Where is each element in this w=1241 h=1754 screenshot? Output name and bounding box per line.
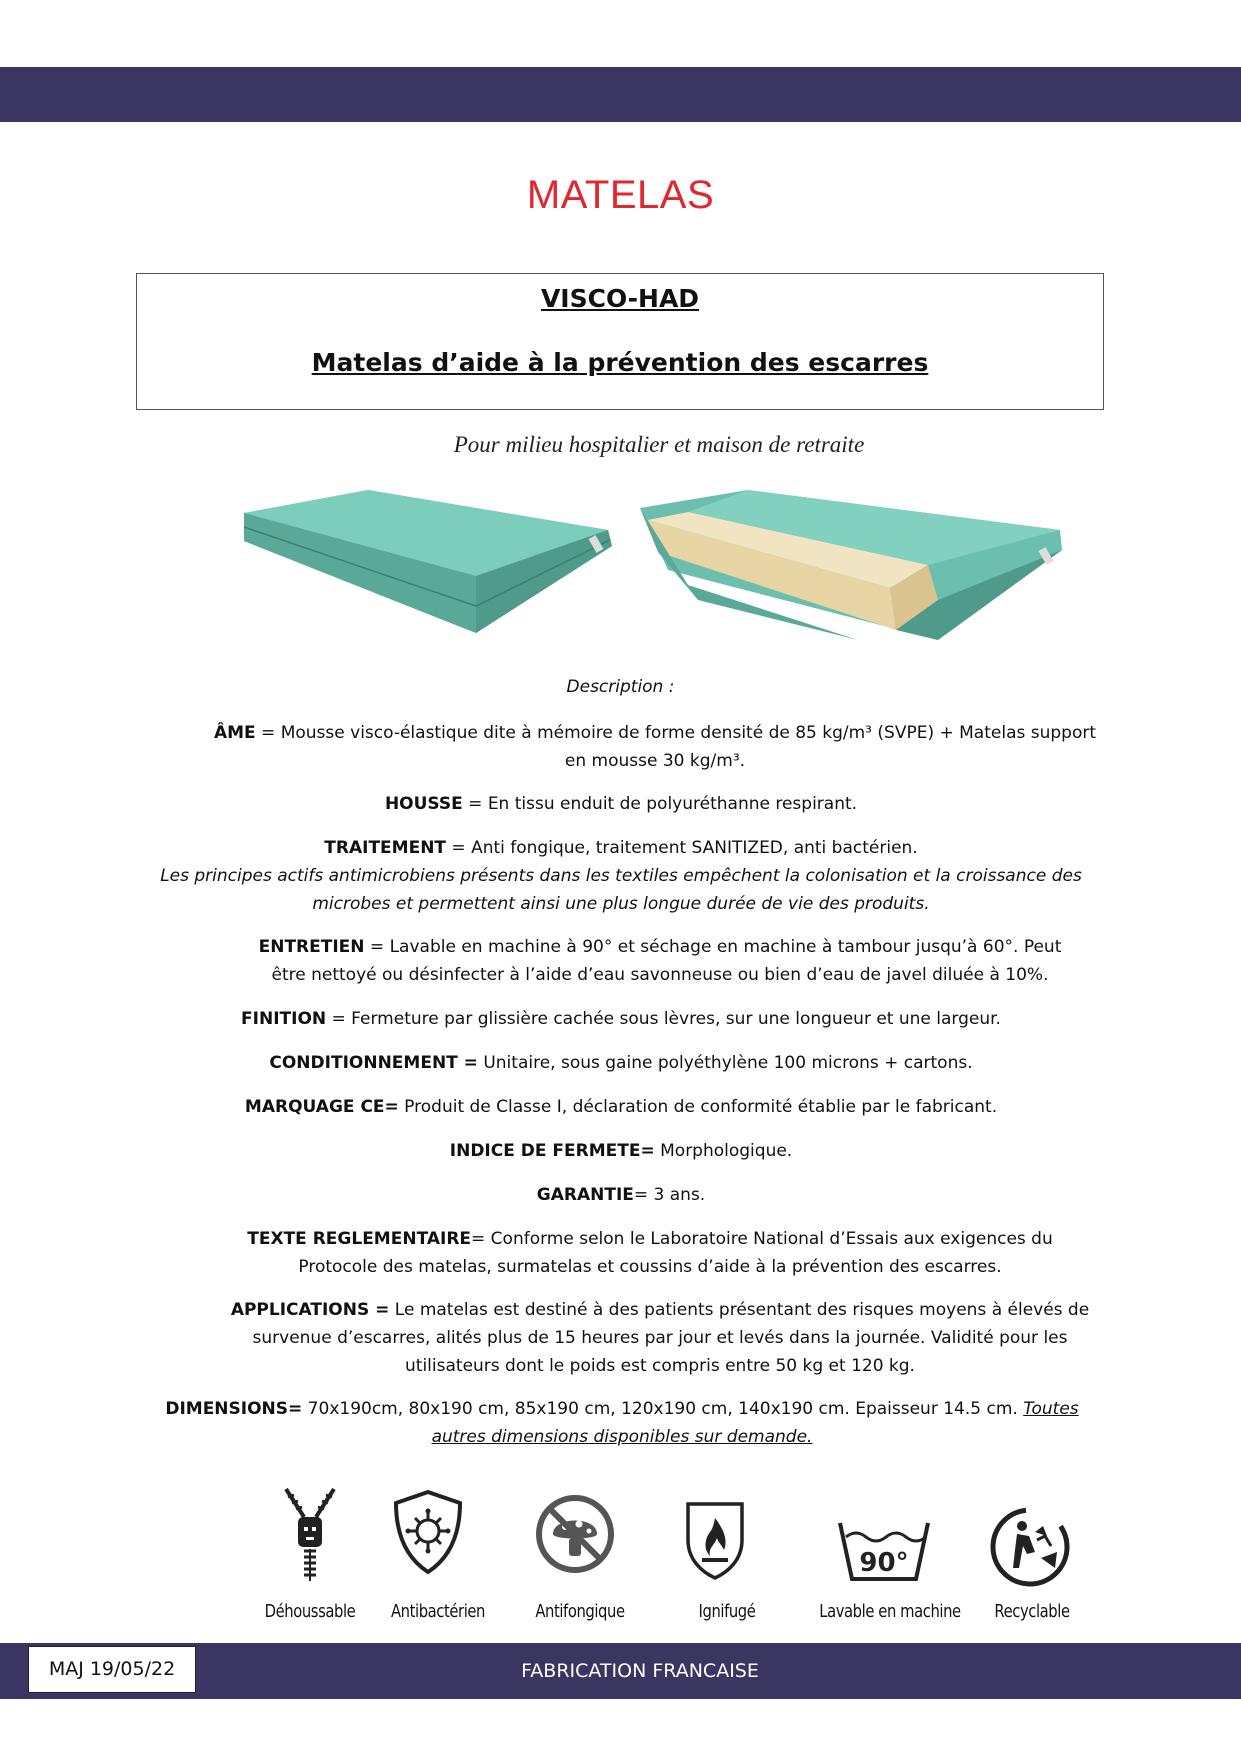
spec-indice xyxy=(150,1137,1092,1165)
update-date-box: MAJ 19/05/22 xyxy=(28,1646,196,1693)
spec-text: = 3 ans. xyxy=(633,1185,706,1205)
spec-text: = En tissu enduit de polyuréthanne respirant. xyxy=(462,794,858,814)
spec-text: Unitaire, sous gaine polyéthylène 100 microns + cartons. xyxy=(477,1053,973,1073)
spec-label: FINITION xyxy=(241,1009,327,1029)
spec-traitement xyxy=(150,834,1092,918)
spec-text: Produit de Classe I, déclaration de conformité établie par le fabricant. xyxy=(398,1097,998,1117)
wash-temperature: 90° xyxy=(859,1548,909,1578)
spec-label: MARQUAGE CE= xyxy=(244,1097,399,1117)
spec-label: ÂME xyxy=(213,723,256,743)
wash-90-icon xyxy=(836,1519,932,1583)
spec-text: = Fermeture par glissière cachée sous lèvres, sur une longueur et une largeur. xyxy=(326,1009,1001,1029)
flame-shield-icon xyxy=(684,1500,746,1580)
spec-label: TRAITEMENT xyxy=(324,838,447,858)
product-title-box xyxy=(136,273,1104,410)
mattress-open-image xyxy=(628,490,1064,642)
feature-label-ignifuge: Ignifugé xyxy=(698,1601,756,1622)
feature-label-dehoussable: Déhoussable xyxy=(264,1601,356,1622)
spec-label: CONDITIONNEMENT = xyxy=(269,1053,478,1073)
product-name: VISCO-HAD xyxy=(540,284,700,313)
spec-label: DIMENSIONS= xyxy=(165,1399,303,1419)
spec-garantie xyxy=(150,1181,1092,1209)
spec-label: ENTRETIEN xyxy=(258,937,365,957)
spec-conditionnement xyxy=(150,1049,1092,1077)
product-subtitle: Matelas d’aide à la prévention des escarres xyxy=(311,348,929,377)
zipper-icon xyxy=(278,1487,342,1583)
product-tagline: Pour milieu hospitalier et maison de retraite xyxy=(453,432,865,457)
spec-text: = Lavable en machine à 90° et séchage en machine à tambour jusqu’à 60°. Peut être nettoyé ou désinfecter à l’aide d’eau savonneuse ou bien d’eau de javel diluée à 10%. xyxy=(271,937,1062,985)
spec-texte-reglementaire xyxy=(220,1225,1080,1281)
spec-finition xyxy=(150,1005,1092,1033)
spec-label: INDICE DE FERMETE= xyxy=(449,1141,655,1161)
spec-marquage xyxy=(150,1093,1092,1121)
spec-text: Morphologique. xyxy=(654,1141,793,1161)
antibacterial-shield-icon xyxy=(392,1489,464,1575)
feature-label-lavable: Lavable en machine xyxy=(819,1601,961,1622)
feature-label-antifongique: Antifongique xyxy=(535,1601,625,1622)
spec-ame xyxy=(210,719,1100,775)
spec-text: Le matelas est destiné à des patients présentant des risques moyens à élevés de survenue d’escarres, alités plus de 15 heures par jour et levés dans la journée. Validité pour les utilisateurs dont le poids est compris entre 50 kg et 120 kg. xyxy=(252,1300,1090,1376)
mattress-closed-image xyxy=(240,488,612,638)
recycle-icon xyxy=(989,1506,1071,1588)
spec-label: APPLICATIONS = xyxy=(230,1300,390,1320)
spec-text: = Mousse visco-élastique dite à mémoire de forme densité de 85 kg/m³ (SVPE) + Matelas support en mousse 30 kg/m³. xyxy=(255,723,1097,771)
spec-applications xyxy=(230,1296,1090,1380)
footer-made-in: FABRICATION FRANCAISE xyxy=(521,1660,759,1682)
spec-note: Les principes actifs antimicrobiens présents dans les textiles empêchent la colonisation et la croissance des microbes et permettent ainsi une plus longue durée de vie des produits. xyxy=(160,866,1082,914)
page-title: MATELAS xyxy=(526,173,715,217)
feature-label-recyclable: Recyclable xyxy=(994,1601,1070,1622)
spec-housse xyxy=(150,790,1092,818)
spec-dimensions xyxy=(146,1395,1098,1451)
spec-label: GARANTIE xyxy=(536,1185,634,1205)
spec-text: = Anti fongique, traitement SANITIZED, anti bactérien. xyxy=(446,838,918,858)
header-band xyxy=(0,67,1241,122)
description-title: Description : xyxy=(566,677,675,697)
no-fungus-icon xyxy=(535,1494,615,1574)
spec-text: 70x190cm, 80x190 cm, 85x190 cm, 120x190 cm, 140x190 cm. Epaisseur 14.5 cm. xyxy=(302,1399,1024,1419)
spec-text: = Conforme selon le Laboratoire National d’Essais aux exigences du Protocole des matelas, surmatelas et coussins d’aide à la prévention des escarres. xyxy=(298,1229,1053,1277)
spec-label: HOUSSE xyxy=(384,794,463,814)
spec-entretien xyxy=(240,933,1080,989)
spec-label: TEXTE REGLEMENTAIRE xyxy=(247,1229,472,1249)
spec-note: Toutes autres dimensions disponibles sur demande. xyxy=(431,1399,1079,1447)
feature-label-antibacterien: Antibactérien xyxy=(390,1601,486,1622)
